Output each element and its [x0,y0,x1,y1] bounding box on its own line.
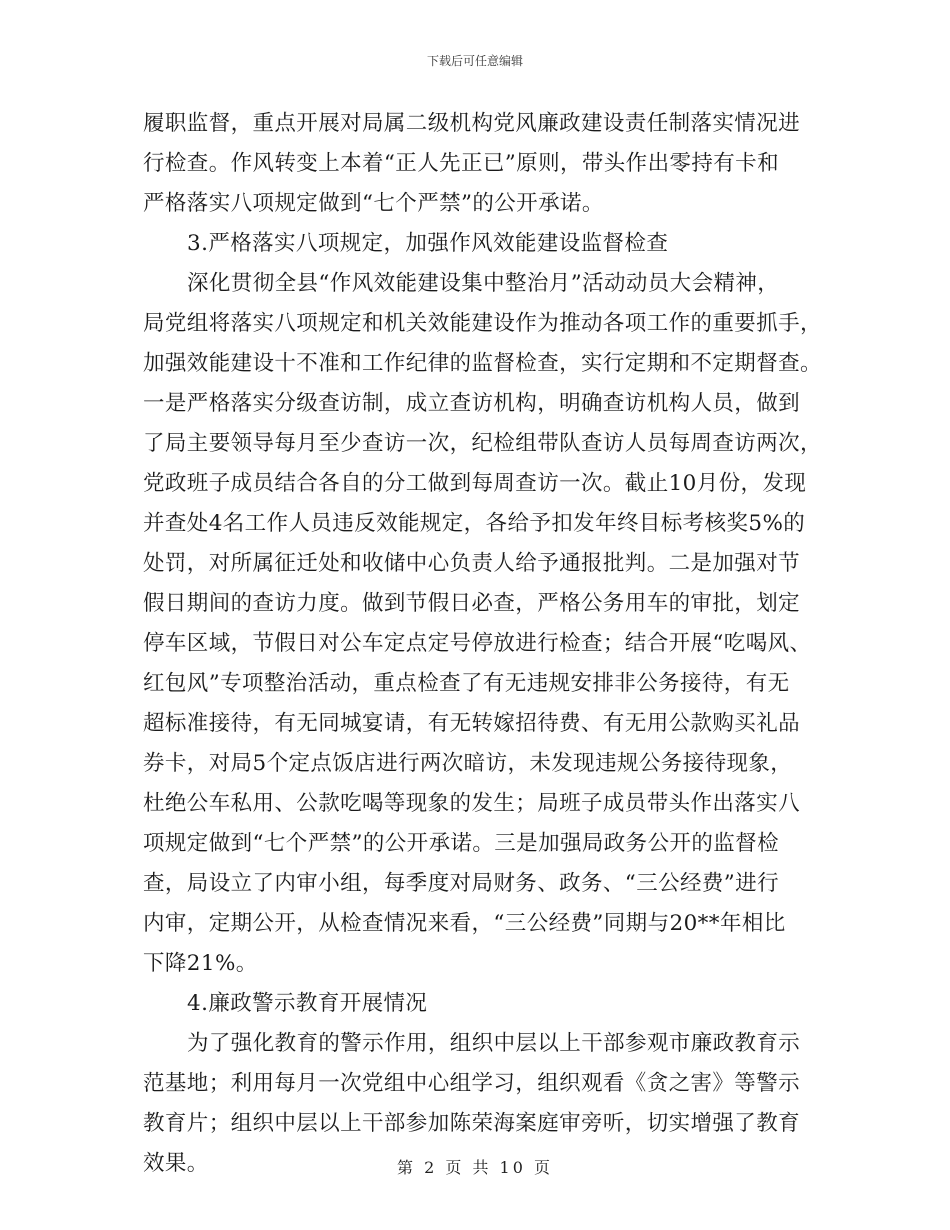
text-line: 效果。 [143,1151,209,1176]
text-line: 并查处4名工作人员违反效能规定，各给予扣发年终目标考核奖5%的 [143,511,806,536]
text-line: 项规定做到“七个严禁”的公开承诺。三是加强局政务公开的监督检 [143,831,779,856]
text-line: 局党组将落实八项规定和机关效能建设作为推动各项工作的重要抓手， [143,311,822,336]
text-line: 加强效能建设十不准和工作纪律的监督检查，实行定期和不定期督查。 [143,351,822,376]
text-line: 了局主要领导每月至少查访一次，纪检组带队查访人员每周查访两次， [143,431,822,456]
text-line: 超标准接待，有无同城宴请，有无转嫁招待费、有无用公款购买礼品 [143,711,801,736]
text-line: 严格落实八项规定做到“七个严禁”的公开承诺。 [143,191,604,216]
text-line: 假日期间的查访力度。做到节假日必查，严格公务用车的审批，划定 [143,591,801,616]
text-line: 处罚，对所属征迁处和收储中心负责人给予通报批判。二是加强对节 [143,551,801,576]
section-heading: 3.严格落实八项规定，加强作风效能建设监督检查 [187,231,669,256]
text-line: 查，局设立了内审小组，每季度对局财务、政务、“三公经费”进行 [143,871,779,896]
text-line: 范基地；利用每月一次党组中心组学习，组织观看《贪之害》等警示 [143,1071,801,1096]
text-line: 一是严格落实分级查访制，成立查访机构，明确查访机构人员，做到 [143,391,801,416]
page-indicator: 第 2 页 共 10 页 [397,1158,553,1177]
text-line: 行检查。作风转变上本着“正人先正已”原则，带头作出零持有卡和 [143,151,779,176]
text-line: 红包风”专项整治活动，重点检查了有无违规安排非公务接待，有无 [143,671,790,696]
text-line: 履职监督，重点开展对局属二级机构党风廉政建设责任制落实情况进 [143,111,801,136]
header-note: 下载后可任意编辑 [426,54,523,68]
text-line: 教育片；组织中层以上干部参加陈荣海案庭审旁听，切实增强了教育 [143,1111,801,1136]
text-line: 为了强化教育的警示作用，组织中层以上干部参观市廉政教育示 [187,1031,801,1056]
section-heading: 4.廉政警示教育开展情况 [187,991,428,1016]
body-text [143,104,822,1184]
text-line: 内审，定期公开，从检查情况来看，“三公经费”同期与20**年相比 [143,911,786,936]
text-line: 下降21%。 [143,951,258,976]
text-line: 停车区域，节假日对公车定点定号停放进行检查；结合开展“吃喝风、 [143,631,812,656]
text-line: 杜绝公车私用、公款吃喝等现象的发生；局班子成员带头作出落实八 [143,791,801,816]
text-line: 券卡，对局5个定点饭店进行两次暗访，未发现违规公务接待现象， [143,751,793,776]
text-line: 党政班子成员结合各自的分工做到每周查访一次。截止10月份，发现 [143,471,807,496]
text-line: 深化贯彻全县“作风效能建设集中整治月”活动动员大会精神， [187,271,780,296]
